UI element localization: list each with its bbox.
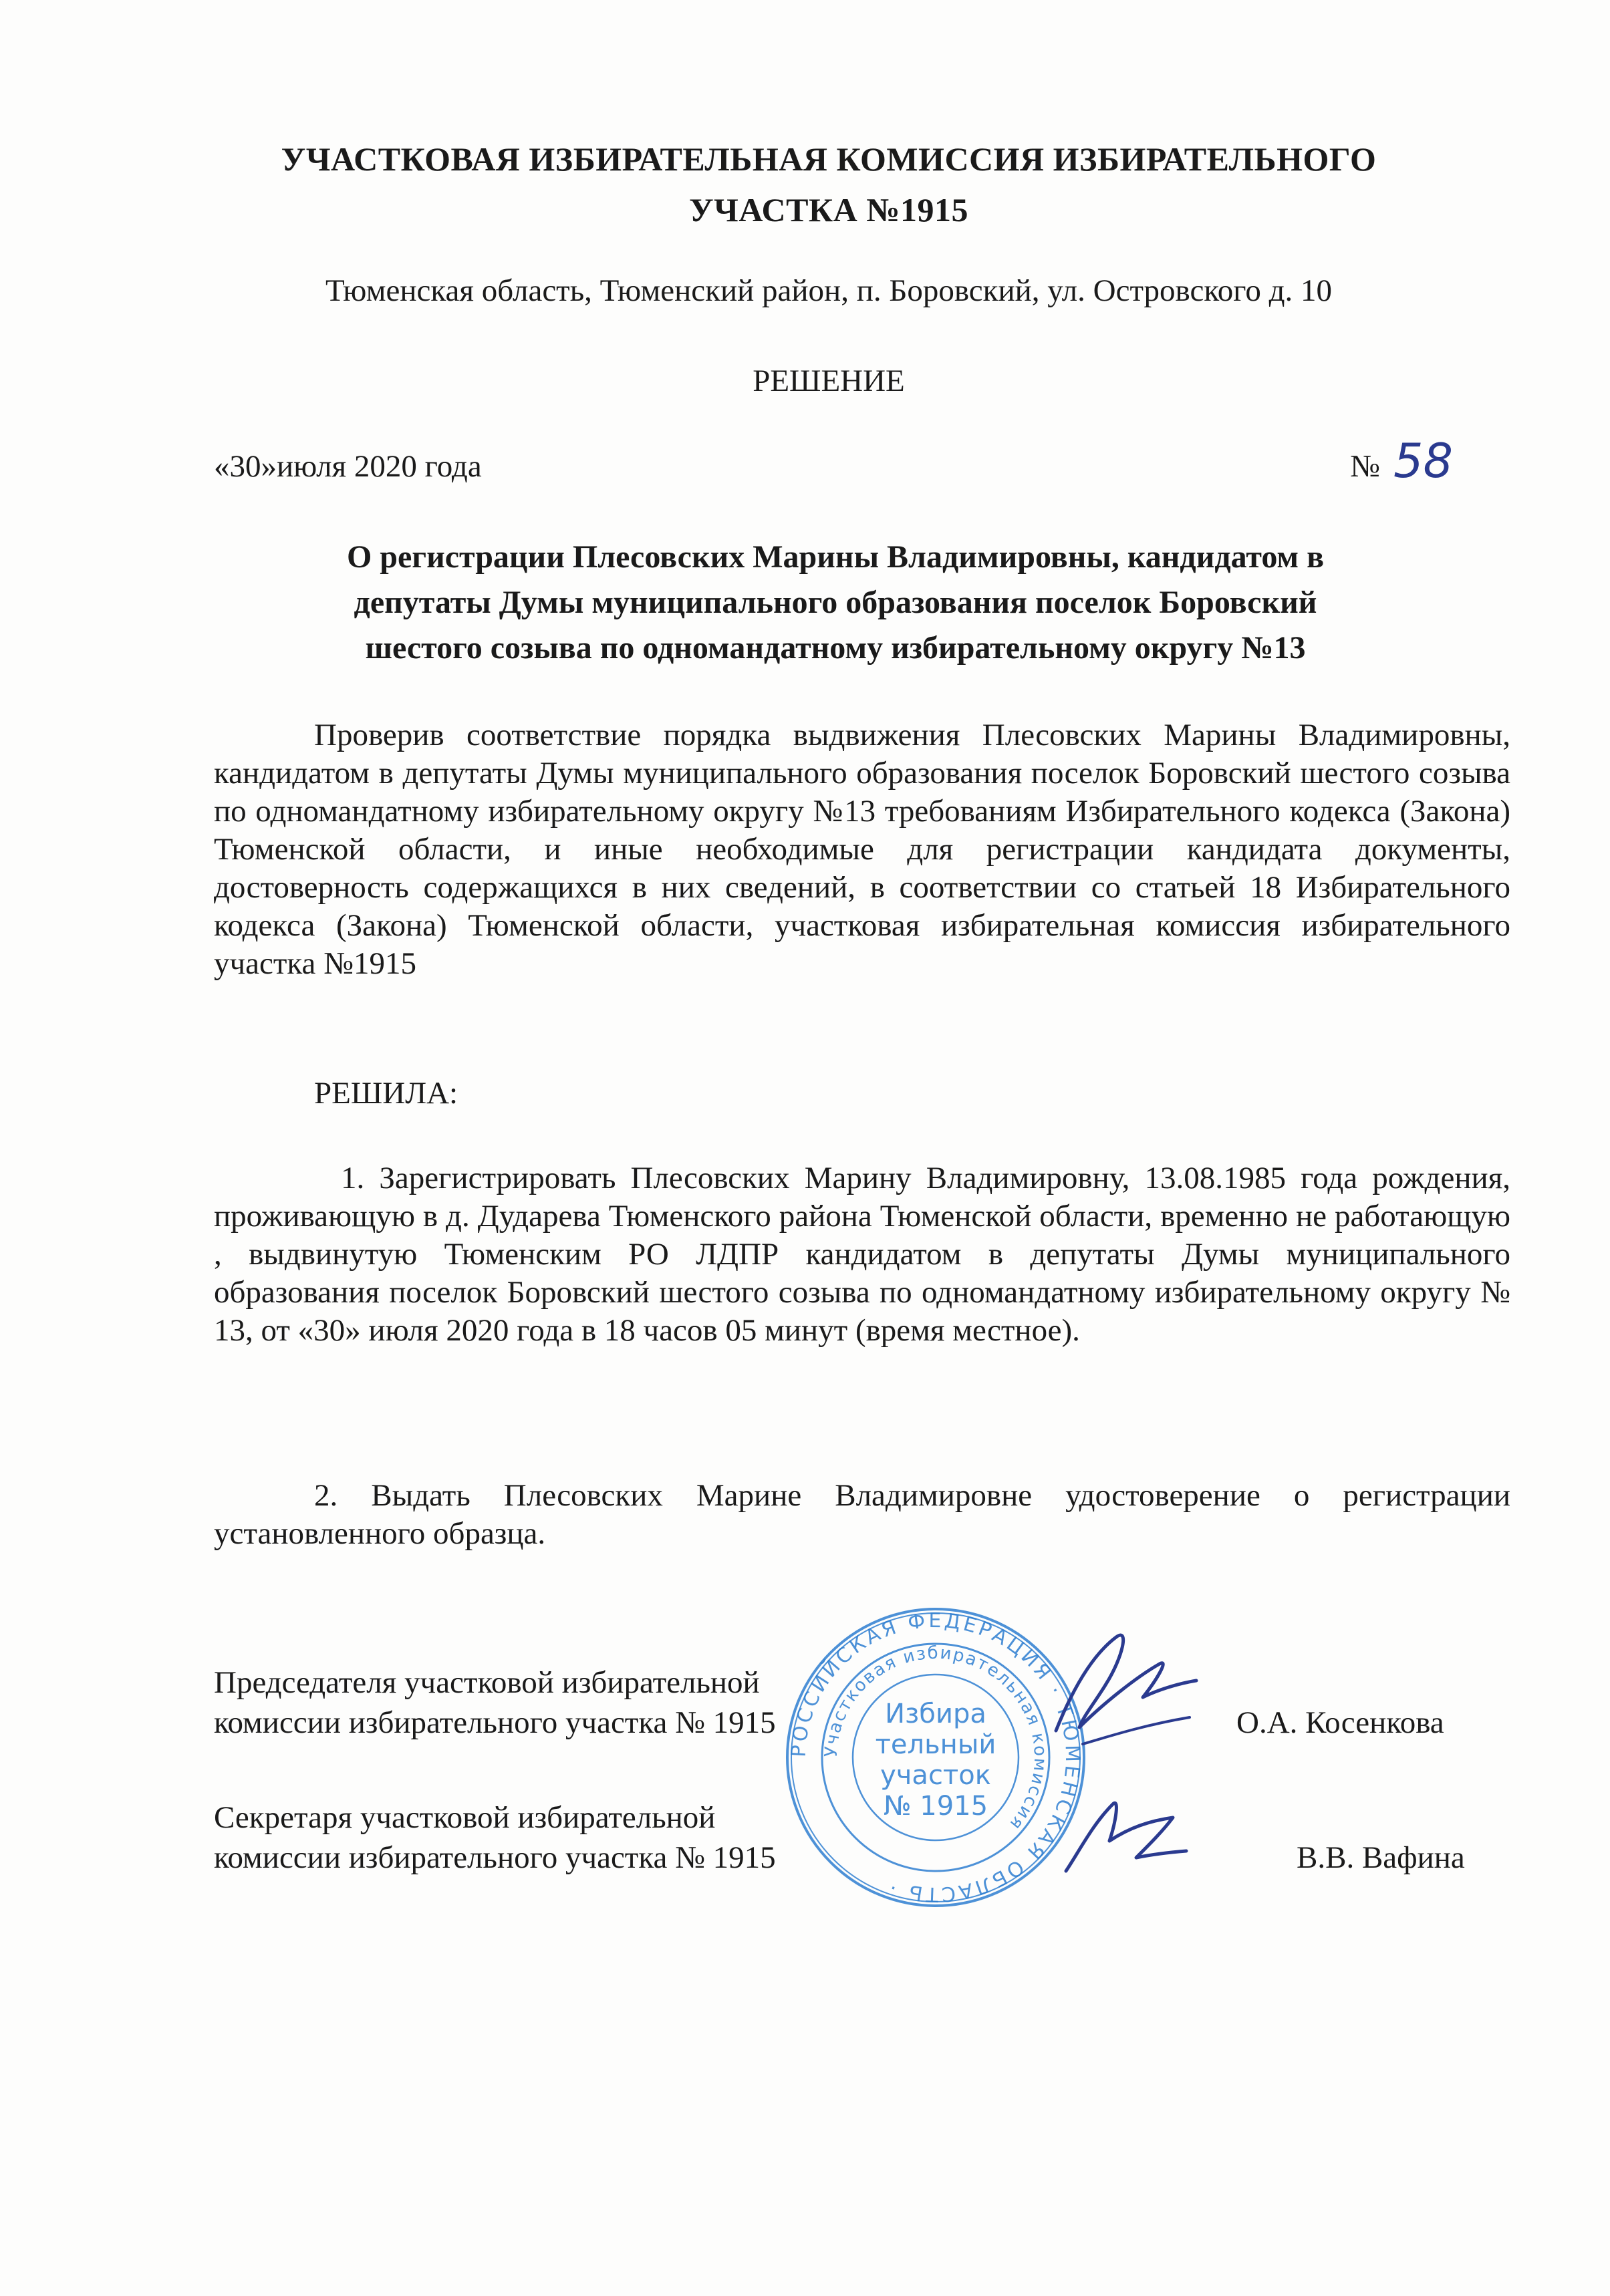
commission-address: Тюменская область, Тюменский район, п. Боровский, ул. Островского д. 10	[325, 273, 1333, 308]
secretary-signature-block	[214, 1798, 776, 1878]
decision-subject	[200, 535, 1470, 671]
stamp-center-line-2: тельный	[875, 1729, 996, 1760]
chair-name: О.А. Косенкова	[1236, 1705, 1444, 1740]
document-type: РЕШЕНИЕ	[753, 364, 905, 398]
subject-line-1: О регистрации Плесовских Марины Владимировны, кандидатом в	[346, 539, 1325, 575]
chair-title-line-1: Председателя участковой избирательной	[214, 1665, 760, 1700]
secretary-signature	[1056, 1791, 1190, 1891]
chair-signature-block	[214, 1663, 776, 1743]
decided-heading: РЕШИЛА:	[314, 1076, 458, 1111]
subject-line-3: шестого созыва по одномандатному избирательному округу №13	[365, 630, 1306, 666]
chair-title-line-2: комиссии избирательного участка № 1915	[214, 1705, 776, 1740]
secretary-name: В.В. Вафина	[1297, 1840, 1465, 1875]
subject-line-2: депутаты Думы муниципального образования поселок Боровский	[354, 585, 1317, 620]
stamp-center-line-3: участок	[880, 1760, 991, 1791]
secretary-title-line-1: Секретаря участковой избирательной	[214, 1800, 716, 1835]
title-line-2: УЧАСТКА №1915	[688, 191, 969, 229]
title-line-1: УЧАСТКОВАЯ ИЗБИРАТЕЛЬНАЯ КОМИССИЯ ИЗБИРАТЕЛЬНОГО	[281, 140, 1377, 178]
stamp-outer-text: РОССИЙСКАЯ ФЕДЕРАЦИЯ · ТЮМЕНСКАЯ ОБЛАСТЬ ·	[787, 1608, 1085, 1906]
preamble-paragraph: Проверив соответствие порядка выдвижения Плесовских Марины Владимировны, кандидатом в депутаты Думы муниципального образования поселок Боровский шестого созыва по одномандатному избирательному округу №13 требованиям Избирательного кодекса (Закона) Тюменской области, и иные необходимые для регистрации кандидата документы, достоверность содержащихся в них сведений, в соответствии со статьей 18 Избирательного кодекса (Закона) Тюменской области, участковая избирательная комиссия избирательного участка №1915	[214, 718, 1510, 981]
chair-signature	[1043, 1617, 1203, 1764]
stamp-inner-text: Участковая избирательная комиссия	[821, 1642, 1051, 1834]
decision-item-1: 1. Зарегистрировать Плесовских Марину Владимировну, 13.08.1985 года рождения, проживающую в д. Дударева Тюменского района Тюменской области, временно не работающую , выдвинутую Тюменским РО ЛДПР кандидатом в депутаты Думы муниципального образования поселок Боровский шестого созыва по одномандатному избирательному округу № 13, от «30» июля 2020 года в 18 часов 05 минут (время местное).	[214, 1161, 1510, 1348]
decision-number-label: №	[1350, 449, 1380, 484]
stamp-center-line-1: Избира	[885, 1699, 986, 1729]
stamp-center-line-4: № 1915	[883, 1791, 988, 1822]
secretary-title-line-2: комиссии избирательного участка № 1915	[214, 1840, 776, 1875]
commission-title	[167, 134, 1490, 235]
decision-number-handwritten: 58	[1393, 434, 1454, 488]
decision-date: «30»июля 2020 года	[214, 449, 482, 484]
decision-item-2: 2. Выдать Плесовских Марине Владимировне удостоверение о регистрации установленного образца.	[214, 1478, 1510, 1551]
